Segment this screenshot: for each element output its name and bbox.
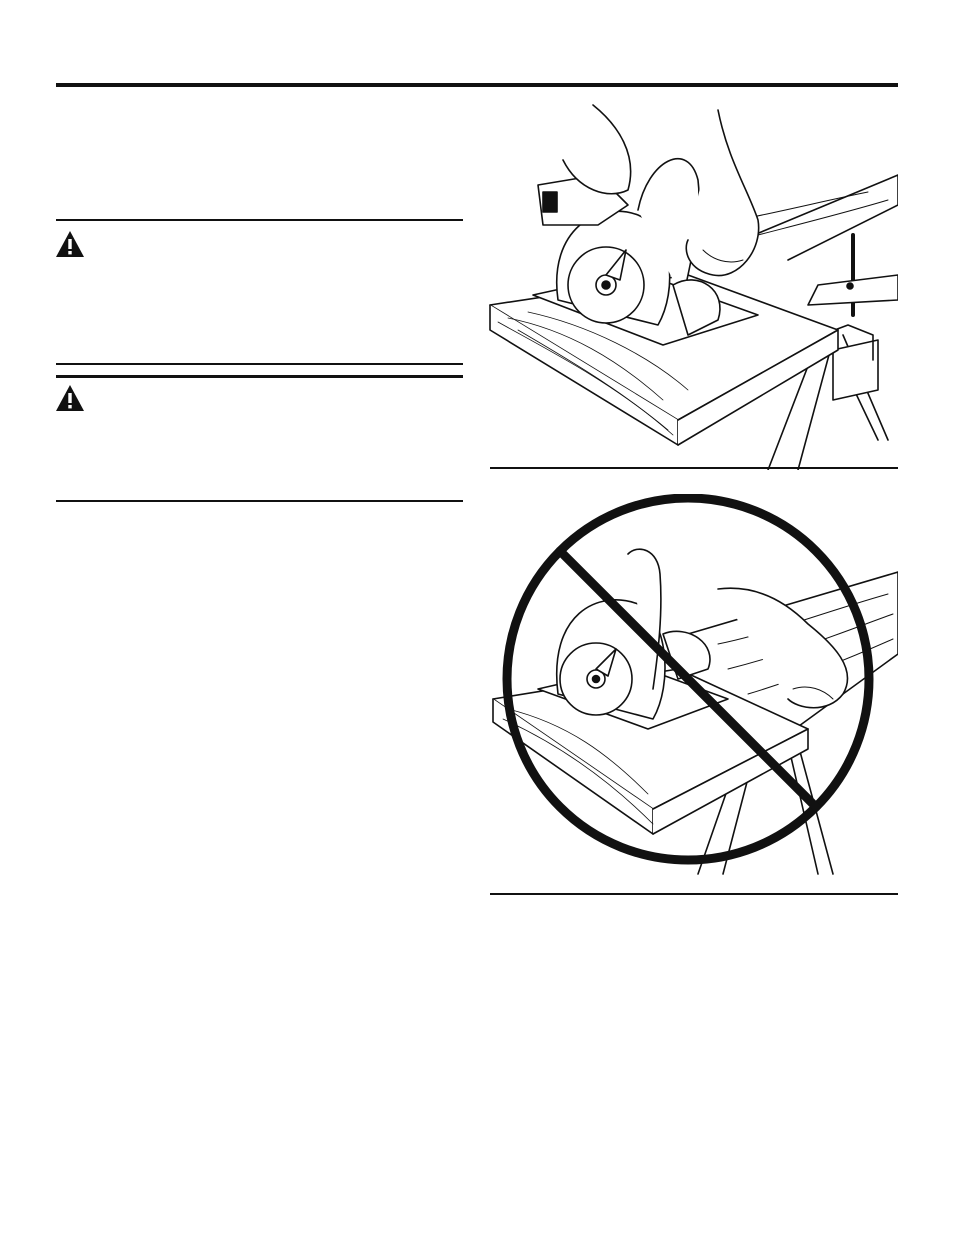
warning-2-top-rule (56, 375, 463, 378)
figure-1-bottom-rule (490, 467, 898, 469)
warning-2-bottom-rule (56, 500, 463, 502)
warning-1-bottom-rule (56, 363, 463, 365)
figure-2-bottom-rule (490, 893, 898, 895)
warning-triangle-icon (55, 230, 85, 258)
warning-1-top-rule (56, 219, 463, 221)
figure-saw-on-sawhorse (488, 100, 898, 470)
warning-triangle-icon (55, 384, 85, 412)
figure-hand-held-board-prohibited (488, 494, 898, 884)
header-rule (56, 83, 898, 87)
